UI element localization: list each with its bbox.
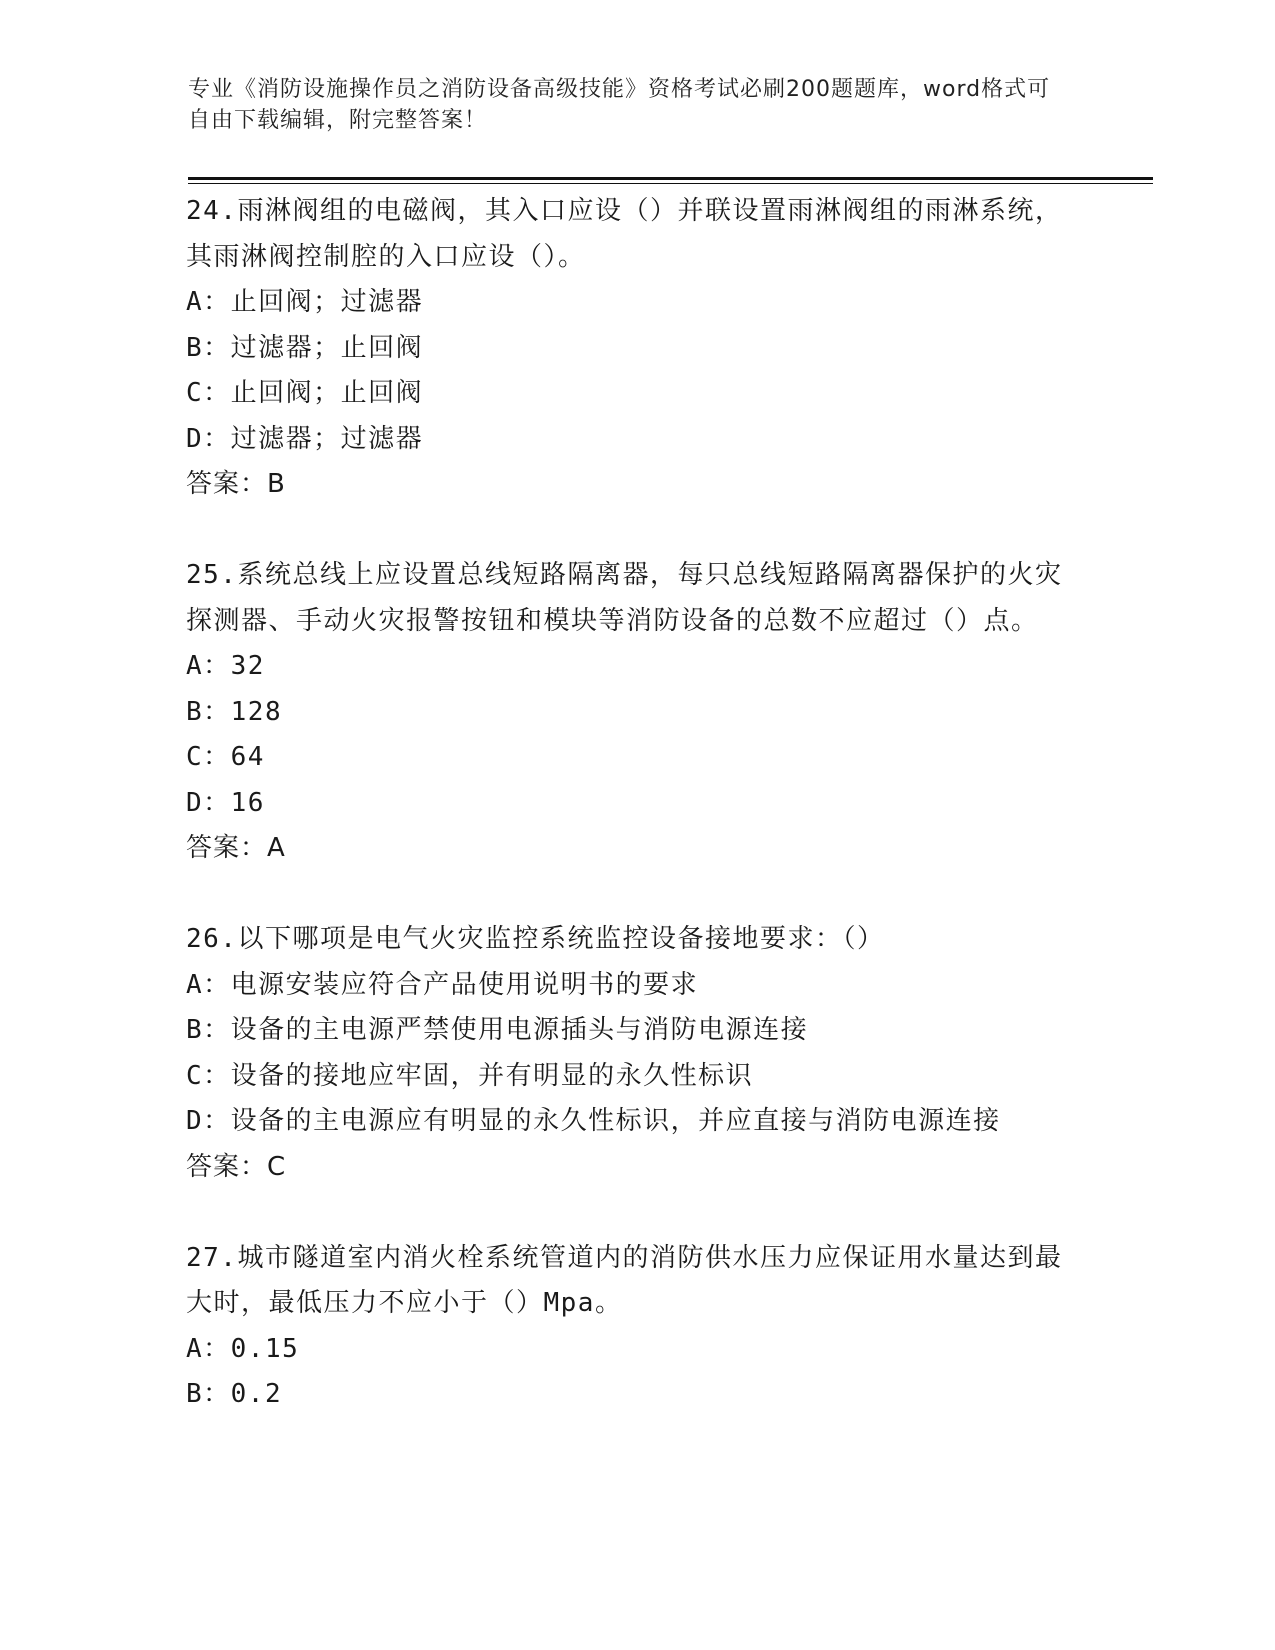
question-26 [186, 917, 1086, 1190]
option-a: A：32 [186, 651, 265, 681]
header-divider-thin [188, 183, 1153, 184]
option-c: C：止回阀；止回阀 [186, 378, 424, 408]
question-27 [186, 1236, 1086, 1418]
option-b: B：过滤器；止回阀 [186, 332, 424, 363]
option-a: A：电源安装应符合产品使用说明书的要求 [186, 969, 699, 1000]
question-stem: 27.城市隧道室内消火栓系统管道内的消防供水压力应保证用水量达到最大时，最低压力不应小于（）Mpa。 [186, 1242, 1063, 1318]
question-stem: 25.系统总线上应设置总线短路隔离器，每只总线短路隔离器保护的火灾探测器、手动火灾报警按钮和模块等消防设备的总数不应超过（）点。 [186, 560, 1063, 636]
header-divider-thick [188, 177, 1153, 180]
spacer [186, 872, 1086, 918]
option-c: C：设备的接地应牢固，并有明显的永久性标识 [186, 1060, 754, 1091]
option-b: B：0.2 [186, 1379, 283, 1409]
document-header: 专业《消防设施操作员之消防设备高级技能》资格考试必刷200题题库，word格式可自由下载编辑，附完整答案！ [188, 77, 1051, 133]
option-b: B：128 [186, 696, 283, 727]
option-b: B：设备的主电源严禁使用电源插头与消防电源连接 [186, 1015, 809, 1045]
question-25 [186, 553, 1086, 872]
option-d: D：过滤器；过滤器 [186, 423, 424, 454]
option-d: D：16 [186, 787, 265, 818]
answer: 答案：C [186, 1151, 287, 1182]
question-stem: 26.以下哪项是电气火灾监控系统监控设备接地要求：（） [186, 924, 885, 954]
question-24 [186, 189, 1086, 508]
question-stem: 24.雨淋阀组的电磁阀，其入口应设（）并联设置雨淋阀组的雨淋系统，其雨淋阀控制腔的入口应设（）。 [186, 196, 1063, 272]
answer: 答案：A [186, 833, 286, 863]
option-a: A：0.15 [186, 1333, 300, 1364]
option-d: D：设备的主电源应有明显的永久性标识，并应直接与消防电源连接 [186, 1106, 1001, 1136]
question-list [186, 189, 1086, 1418]
spacer [186, 1190, 1086, 1236]
option-a: A：止回阀；过滤器 [186, 287, 424, 317]
option-c: C：64 [186, 742, 265, 772]
spacer [186, 508, 1086, 554]
answer: 答案：B [186, 469, 286, 499]
